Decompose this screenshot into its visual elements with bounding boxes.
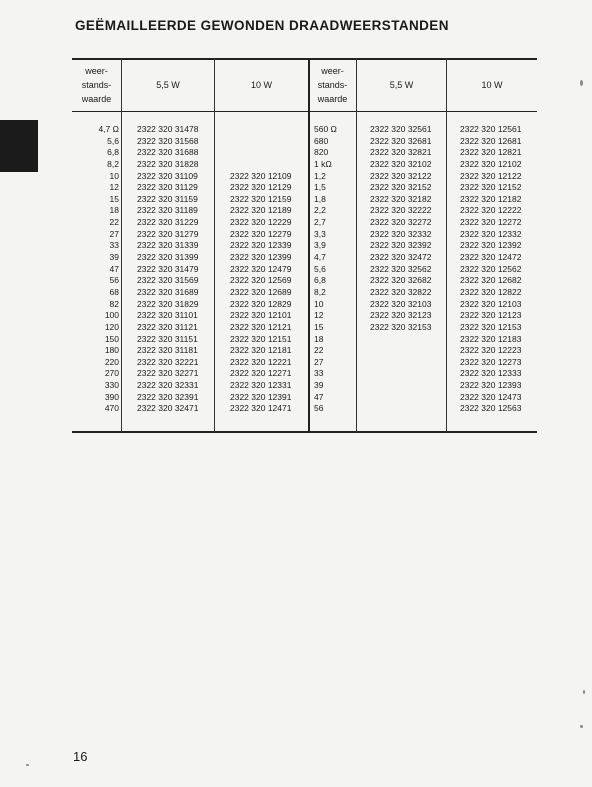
header-10w-left: 10 W	[250, 80, 272, 90]
column-5-5w-left	[137, 124, 198, 415]
resistance-value: 1,5	[314, 182, 326, 193]
column-divider	[121, 58, 122, 432]
catalog-number: 2322 320 12569	[230, 275, 292, 286]
catalog-number	[370, 357, 431, 369]
catalog-number: 2322 320 12222	[460, 205, 522, 216]
catalog-number: 2322 320 12101	[230, 310, 292, 321]
catalog-number: 2322 320 31101	[137, 310, 198, 321]
resistance-value: 6,8	[314, 275, 326, 286]
resistance-value: 2,2	[314, 205, 326, 216]
header-line: weer-	[321, 66, 344, 76]
page-number: 16	[73, 749, 88, 764]
catalog-number: 2322 320 12129	[230, 182, 292, 193]
catalog-number: 2322 320 32822	[370, 286, 432, 297]
catalog-number: 2322 320 12472	[460, 252, 522, 263]
resistance-value: 33	[314, 368, 324, 379]
catalog-number: 2322 320 12331	[230, 380, 292, 391]
catalog-number: 2322 320 12561	[460, 124, 522, 134]
resistance-value: 15	[314, 321, 324, 332]
resistance-value: 8,2	[107, 158, 119, 169]
catalog-number: 2322 320 31129	[137, 182, 198, 193]
catalog-number: 2322 320 12102	[460, 158, 522, 169]
header-5-5w-right: 5,5 W	[389, 80, 414, 90]
catalog-number: 2322 320 32122	[370, 170, 432, 181]
resistance-value: 120	[104, 321, 119, 332]
resistance-value: 12	[314, 310, 324, 321]
resistance-value: 470	[104, 403, 119, 414]
resistance-value: 56	[109, 275, 119, 286]
catalog-number: 2322 320 31399	[137, 252, 199, 263]
resistance-value: 4,7 Ω	[98, 124, 119, 134]
header-value-right	[309, 60, 356, 110]
catalog-number: 2322 320 31689	[137, 286, 199, 297]
catalog-number: 2322 320 12822	[460, 286, 522, 297]
resistance-value: 18	[314, 333, 324, 344]
catalog-number: 2322 320 31828	[137, 158, 199, 169]
catalog-number: 2322 320 12333	[460, 368, 522, 379]
catalog-number: 2322 320 32821	[370, 147, 432, 158]
catalog-number: 2322 320 12122	[460, 170, 522, 181]
catalog-number: 2322 320 31181	[137, 345, 198, 356]
catalog-number: 2322 320 12392	[460, 240, 522, 251]
catalog-number: 2322 320 12189	[230, 205, 292, 216]
resistance-value: 680	[314, 135, 329, 146]
header-line: waarde	[317, 94, 348, 104]
scan-speck	[583, 690, 585, 694]
header-line: weer-	[85, 66, 108, 76]
resistance-value: 82	[109, 298, 119, 309]
column-10w-left	[230, 124, 291, 415]
catalog-number	[230, 124, 291, 136]
header-line: stands-	[317, 80, 348, 90]
catalog-number: 2322 320 31109	[137, 170, 198, 181]
resistance-value: 15	[109, 193, 119, 204]
catalog-number: 2322 320 12279	[230, 228, 292, 239]
table-bottom-rule	[72, 431, 537, 433]
catalog-number: 2322 320 31568	[137, 135, 199, 146]
catalog-number: 2322 320 12473	[460, 391, 522, 402]
resistance-value: 100	[104, 310, 119, 321]
catalog-number: 2322 320 32471	[137, 403, 199, 414]
catalog-number	[370, 380, 431, 392]
catalog-number: 2322 320 31189	[137, 205, 198, 216]
catalog-number: 2322 320 32271	[137, 368, 199, 379]
catalog-number: 2322 320 12153	[460, 321, 522, 332]
resistance-value: 8,2	[314, 286, 326, 297]
resistance-value: 5,6	[314, 263, 326, 274]
header-line: stands-	[81, 80, 112, 90]
catalog-number: 2322 320 32681	[370, 135, 432, 146]
resistance-value: 22	[314, 345, 324, 356]
resistance-value: 820	[314, 147, 329, 158]
catalog-number: 2322 320 12339	[230, 240, 292, 251]
catalog-number: 2322 320 32562	[370, 263, 432, 274]
column-divider	[446, 58, 447, 432]
resistance-value: 3,3	[314, 228, 326, 239]
catalog-number: 2322 320 32222	[370, 205, 432, 216]
resistance-value: 2,7	[314, 217, 326, 228]
resistance-value: 56	[314, 403, 324, 414]
catalog-number: 2322 320 12391	[230, 391, 292, 402]
scan-speck	[26, 764, 29, 766]
catalog-number	[370, 403, 431, 415]
resistance-value: 68	[109, 286, 119, 297]
resistance-value: 5,6	[107, 135, 119, 146]
resistance-value: 33	[109, 240, 119, 251]
resistance-value: 27	[314, 356, 324, 367]
resistance-value: 270	[104, 368, 119, 379]
catalog-number: 2322 320 12121	[230, 321, 292, 332]
catalog-number: 2322 320 12181	[230, 345, 292, 356]
resistance-value: 4,7	[314, 252, 326, 263]
column-divider	[356, 58, 357, 432]
catalog-number: 2322 320 31151	[137, 333, 198, 344]
catalog-number: 2322 320 32102	[370, 158, 432, 169]
catalog-number: 2322 320 32561	[370, 124, 432, 134]
column-5-5w-right	[370, 124, 431, 415]
resistance-value: 10	[109, 170, 119, 181]
catalog-number: 2322 320 12182	[460, 193, 522, 204]
resistance-value: 1 kΩ	[314, 158, 332, 169]
catalog-number	[370, 334, 431, 346]
resistance-value: 3,9	[314, 240, 326, 251]
resistance-value: 6,8	[107, 147, 119, 158]
catalog-number: 2322 320 12221	[230, 356, 292, 367]
resistance-value: 47	[314, 391, 324, 402]
catalog-number: 2322 320 12183	[460, 333, 522, 344]
catalog-number: 2322 320 32331	[137, 380, 199, 391]
catalog-number: 2322 320 12563	[460, 403, 522, 414]
catalog-number: 2322 320 12159	[230, 193, 292, 204]
catalog-number: 2322 320 12562	[460, 263, 522, 274]
catalog-number: 2322 320 12821	[460, 147, 522, 158]
catalog-number: 2322 320 32221	[137, 356, 199, 367]
catalog-number: 2322 320 31478	[137, 124, 199, 134]
catalog-number: 2322 320 31569	[137, 275, 199, 286]
scan-speck	[580, 725, 583, 728]
catalog-number	[370, 345, 431, 357]
resistance-value: 390	[104, 391, 119, 402]
resistance-value: 39	[314, 380, 324, 391]
catalog-number	[230, 159, 291, 171]
thumb-index-tab	[0, 120, 38, 172]
resistance-value: 47	[109, 263, 119, 274]
resistance-value: 330	[104, 380, 119, 391]
catalog-number: 2322 320 32103	[370, 298, 432, 309]
catalog-number: 2322 320 12829	[230, 298, 292, 309]
catalog-number: 2322 320 31121	[137, 321, 198, 332]
catalog-number: 2322 320 31279	[137, 228, 199, 239]
catalog-number: 2322 320 12393	[460, 380, 522, 391]
catalog-number: 2322 320 12109	[230, 170, 292, 181]
resistance-value: 1,8	[314, 193, 326, 204]
catalog-number: 2322 320 12273	[460, 356, 522, 367]
catalog-number: 2322 320 31829	[137, 298, 199, 309]
catalog-number: 2322 320 32272	[370, 217, 432, 228]
catalog-number: 2322 320 31229	[137, 217, 199, 228]
catalog-number: 2322 320 31339	[137, 240, 199, 251]
catalog-number: 2322 320 31159	[137, 193, 198, 204]
resistance-value: 220	[104, 356, 119, 367]
catalog-number: 2322 320 12271	[230, 368, 292, 379]
catalog-number: 2322 320 32182	[370, 193, 432, 204]
catalog-number: 2322 320 12332	[460, 228, 522, 239]
resistance-value: 180	[104, 345, 119, 356]
header-5-5w-left: 5,5 W	[156, 80, 180, 90]
catalog-number: 2322 320 32152	[370, 182, 432, 193]
catalog-number: 2322 320 12682	[460, 275, 522, 286]
catalog-number	[370, 368, 431, 380]
scan-speck	[580, 80, 583, 86]
resistance-value: 12	[109, 182, 119, 193]
catalog-number: 2322 320 12223	[460, 345, 522, 356]
catalog-number: 2322 320 32332	[370, 228, 432, 239]
catalog-number: 2322 320 12272	[460, 217, 522, 228]
catalog-number: 2322 320 12152	[460, 182, 522, 193]
header-value-left	[72, 60, 121, 110]
table-center-divider	[308, 58, 310, 432]
column-10w-right	[460, 124, 521, 415]
catalog-number: 2322 320 31688	[137, 147, 199, 158]
catalog-number: 2322 320 12123	[460, 310, 522, 321]
catalog-number: 2322 320 32153	[370, 321, 432, 332]
catalog-number	[230, 147, 291, 159]
header-10w-right: 10 W	[481, 80, 503, 90]
resistance-value: 1,2	[314, 170, 326, 181]
catalog-number: 2322 320 12681	[460, 135, 522, 146]
page-title: GEËMAILLEERDE GEWONDEN DRAADWEERSTANDEN	[75, 18, 449, 33]
resistance-value: 27	[109, 228, 119, 239]
catalog-number: 2322 320 12689	[230, 286, 292, 297]
catalog-number: 2322 320 32391	[137, 391, 199, 402]
resistance-value: 22	[109, 217, 119, 228]
catalog-number: 2322 320 32682	[370, 275, 432, 286]
column-resistance-right	[314, 124, 337, 415]
resistance-value: 18	[109, 205, 119, 216]
table-header-rule	[72, 111, 537, 112]
catalog-number: 2322 320 12471	[230, 403, 292, 414]
column-divider	[214, 58, 215, 432]
catalog-number: 2322 320 12151	[230, 333, 292, 344]
catalog-number: 2322 320 32123	[370, 310, 432, 321]
catalog-number: 2322 320 12229	[230, 217, 292, 228]
catalog-number	[370, 392, 431, 404]
resistance-value: 560 Ω	[314, 124, 337, 134]
header-line: waarde	[81, 94, 112, 104]
catalog-number: 2322 320 31479	[137, 263, 199, 274]
catalog-number: 2322 320 32472	[370, 252, 432, 263]
column-resistance-left	[73, 124, 119, 415]
catalog-number	[230, 136, 291, 148]
resistance-value: 150	[104, 333, 119, 344]
catalog-number: 2322 320 12103	[460, 298, 522, 309]
catalog-number: 2322 320 12399	[230, 252, 292, 263]
catalog-number: 2322 320 32392	[370, 240, 432, 251]
resistance-value: 10	[314, 298, 324, 309]
catalog-number: 2322 320 12479	[230, 263, 292, 274]
resistance-value: 39	[109, 252, 119, 263]
